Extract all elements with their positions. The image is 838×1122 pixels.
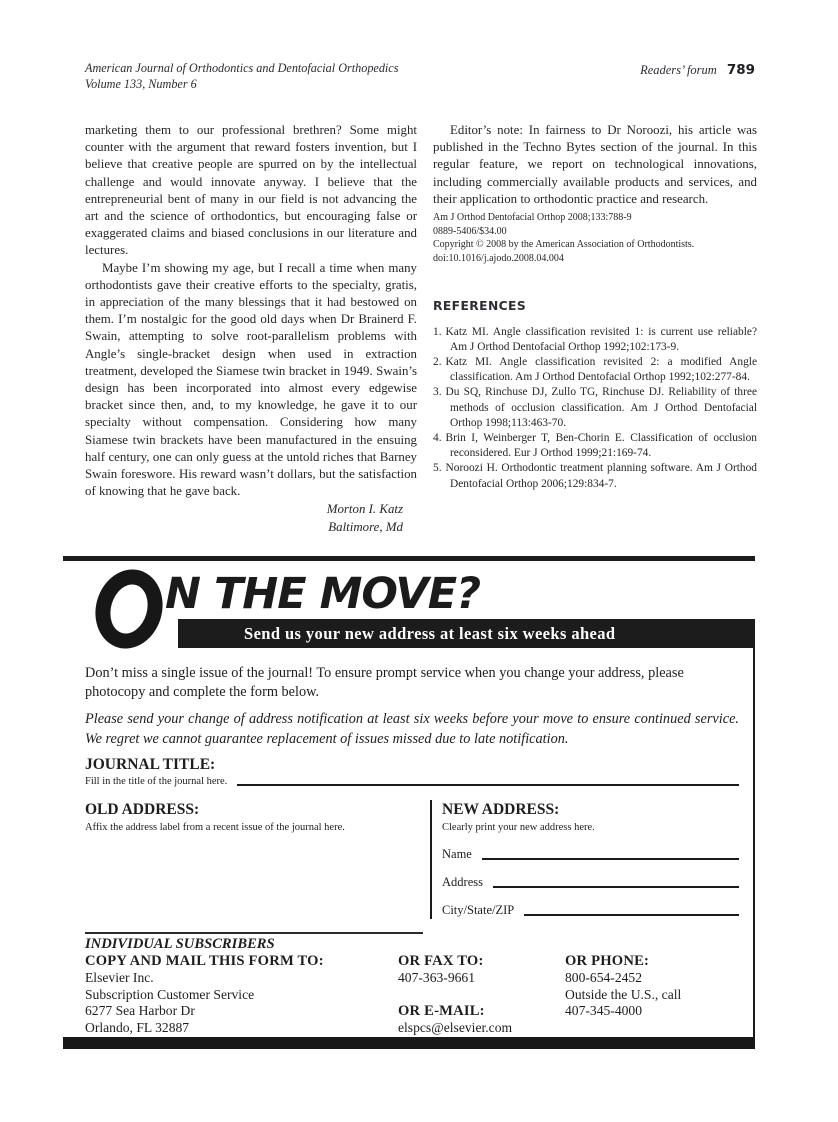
ad-logo-row	[63, 561, 755, 648]
reference-item: 4. Brin I, Weinberger T, Ben-Chorin E. Classification of occlusion reconsidered. Eur J Orthod 1999;21:169-74.	[433, 432, 757, 460]
ad-headline: N THE MOVE?	[165, 569, 481, 619]
ad-form-body	[63, 648, 755, 1037]
fax-heading: OR FAX TO:	[398, 952, 484, 969]
contact-section	[85, 936, 739, 1037]
article-column-right	[433, 122, 757, 492]
reference-item: 2. Katz MI. Angle classification revisited 2: a modified Angle classification. Am J Orthod Dentofacial Orthop 1992;102:277-84.	[433, 356, 757, 384]
mail-address-line: Orlando, FL 32887	[85, 1020, 190, 1036]
citation-line: Copyright © 2008 by the American Association of Orthodontists.	[433, 239, 695, 251]
address-section	[85, 800, 739, 919]
signature-location: Baltimore, Md	[328, 519, 403, 534]
city-state-zip-blank-line	[524, 914, 739, 916]
journal-title-line: American Journal of Orthodontics and Dentofacial Orthopedics	[85, 61, 399, 75]
name-field-label: Name	[442, 846, 472, 861]
ad-banner: Send us your new address at least six weeks ahead	[178, 619, 755, 648]
phone-note: Outside the U.S., call	[565, 986, 682, 1002]
ad-intro-paragraph: Don’t miss a single issue of the journal! To ensure prompt service when you change your address, please photocopy and complete the form below.	[85, 665, 684, 701]
citation-block	[433, 211, 757, 265]
individual-subscribers-heading: INDIVIDUAL SUBSCRIBERS	[85, 935, 275, 952]
fax-email-column	[398, 936, 565, 1037]
citation-line: doi:10.1016/j.ajodo.2008.04.004	[433, 252, 564, 264]
mail-address-line: 6277 Sea Harbor Dr	[85, 1003, 195, 1019]
page-number: 789	[726, 62, 755, 78]
new-address-label: NEW ADDRESS:	[442, 800, 560, 818]
running-head-right	[640, 62, 755, 78]
reference-item: 1. Katz MI. Angle classification revisited 1: is current use reliable? Am J Orthod Dentofacial Orthop 1992;102:173-9.	[433, 325, 757, 353]
address-field-label: Address	[442, 874, 483, 889]
citation-line: Am J Orthod Dentofacial Orthop 2008;133:788-9	[433, 212, 632, 224]
section-name: Readers’ forum	[640, 63, 717, 77]
phone-heading: OR PHONE:	[565, 952, 650, 969]
editors-note: Editor’s note: In fairness to Dr Noroozi, his article was published in the Techno Bytes section of the journal. In this regular feature, we report on technological innovations, including commercially available products and services, and their application to orthodontic practice and research.	[433, 123, 757, 206]
city-state-zip-field-row	[442, 902, 739, 919]
copy-and-mail-heading: COPY AND MAIL THIS FORM TO:	[85, 952, 324, 969]
letter-paragraph-2: Maybe I’m showing my age, but I recall a time when many orthodontists gave their creative efforts to the specialty, gratis, in appreciation of the many blessings that it had bestowed on them. I’m nostalgic for the good old days when Dr Brainerd F. Swain, attempting to solve root-parallelism problems with Angle’s single-bracket design when used in extraction treatment, developed the Siamese twin bracket in 1949. Swain’s design has been incorporated into almost every edgewise bracket since then, and, to my knowledge, he gave it to our specialty without compensation. Considering how many Siamese twin brackets have been manufactured in the ensuing half century, one can only guess at the untold riches that Barney Swain foreswore. His reward wasn’t dollars, but the satisfaction of knowing that he gave back.	[85, 260, 417, 499]
journal-volume-line: Volume 133, Number 6	[85, 76, 197, 91]
change-of-address-ad	[63, 556, 755, 1049]
citation-line: 0889-5406/$34.00	[433, 225, 507, 237]
phone-column	[565, 936, 739, 1037]
spacer	[398, 987, 565, 1003]
old-address-label: OLD ADDRESS:	[85, 800, 200, 818]
mail-address-line: Elsevier Inc.	[85, 969, 154, 985]
new-address-panel	[430, 800, 739, 919]
signature-name: Morton I. Katz	[326, 502, 403, 517]
journal-title-label: JOURNAL TITLE:	[85, 755, 216, 773]
name-blank-line	[482, 858, 739, 860]
big-o-logo	[86, 561, 171, 656]
email-address: elspcs@elsevier.com	[398, 1019, 513, 1035]
references-heading: REFERENCES	[433, 299, 527, 314]
letter-signature	[85, 501, 417, 535]
old-address-panel	[85, 800, 430, 919]
letter-paragraph-1: marketing them to our professional brethren? Some might counter with the argument that reward fosters invention, but I believe that creative people are spurred on by the intellectual challenge and would innovate anyway. I believe that the entrepreneurial bent of many in our field is not advancing the art and the science of orthodontics, but encouraging false or exaggerated claims and biased conclusions in our literature and lectures.	[85, 123, 417, 258]
new-address-hint: Clearly print your new address here.	[442, 821, 595, 833]
phone-number-domestic: 800-654-2452	[565, 969, 643, 985]
references-list	[433, 325, 757, 492]
article-column-left	[85, 122, 417, 536]
ad-bottom-rule	[63, 1037, 755, 1049]
address-blank-line	[493, 886, 739, 888]
phone-number-international: 407-345-4000	[565, 1003, 643, 1019]
journal-title-blank-line	[237, 784, 739, 786]
name-field-row	[442, 846, 739, 863]
journal-title-hint: Fill in the title of the journal here.	[85, 775, 228, 787]
reference-item: 5. Noroozi H. Orthodontic treatment planning software. Am J Orthod Dentofacial Orthop 2006;129:834-7.	[433, 462, 757, 490]
fax-number: 407-363-9661	[398, 969, 476, 985]
journal-masthead	[85, 61, 398, 92]
reference-item: 3. Du SQ, Rinchuse DJ, Zullo TG, Rinchuse DJ. Reliability of three methods of occlusion classification. Am J Orthod Dentofacial Orthop 1998;113:463-70.	[433, 386, 757, 429]
city-state-zip-field-label: City/State/ZIP	[442, 902, 515, 917]
subscribers-divider-rule	[85, 932, 423, 934]
old-address-hint: Affix the address label from a recent issue of the journal here.	[85, 821, 345, 833]
mail-address-line: Subscription Customer Service	[85, 986, 255, 1002]
mail-contact-column	[85, 936, 398, 1037]
address-field-row	[442, 874, 739, 891]
email-heading: OR E-MAIL:	[398, 1002, 485, 1019]
ad-notice-paragraph: Please send your change of address notification at least six weeks before your move to ensure continued service. We regret we cannot guarantee replacement of issues missed due to late notification.	[85, 711, 739, 747]
journal-title-row	[85, 775, 739, 789]
